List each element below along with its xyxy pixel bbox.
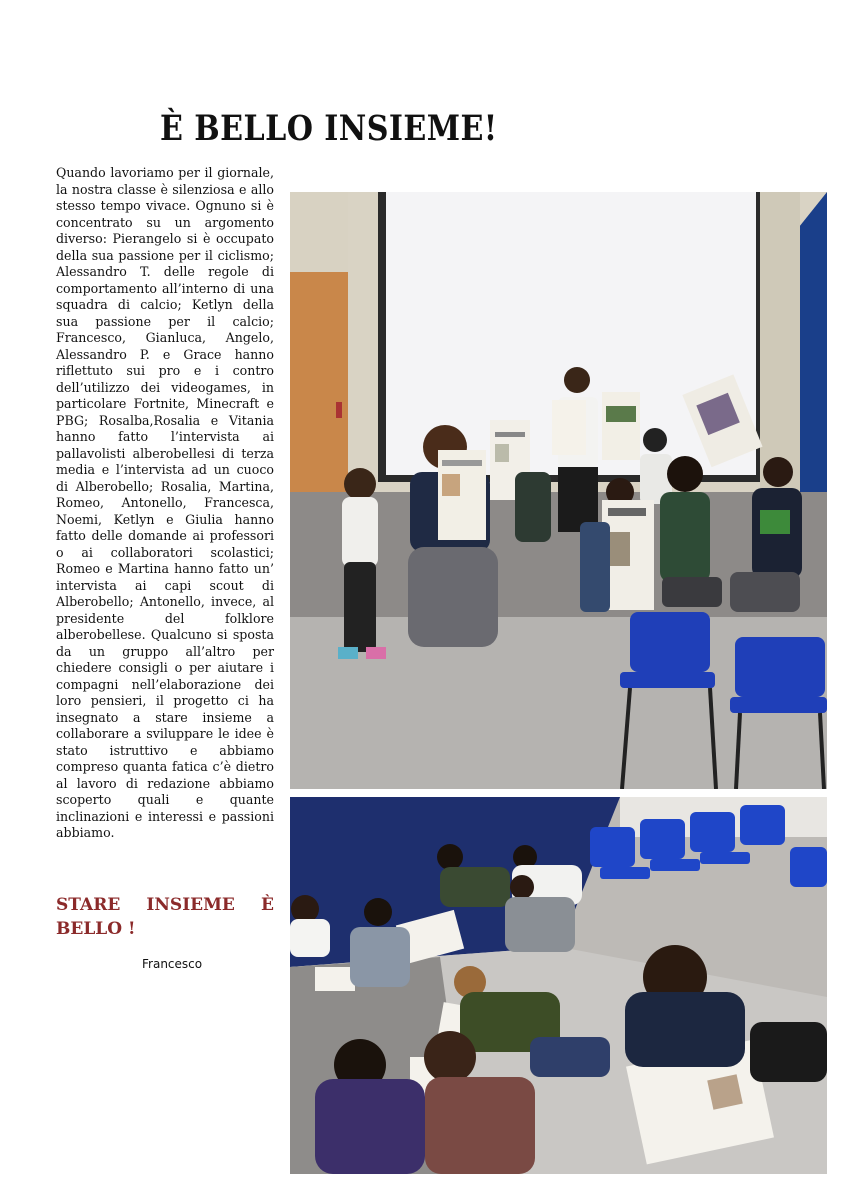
class-photo-holding-newspapers: [290, 192, 827, 789]
class-photo-working-on-floor: [290, 797, 827, 1174]
closing-slogan: [56, 893, 274, 941]
article-title: È BELLO INSIEME!: [160, 108, 498, 149]
closing-slogan-line-2: BELLO !: [56, 919, 136, 939]
author-signature: Francesco: [142, 957, 203, 971]
article-body: Quando lavoriamo per il giornale, la nostra classe è silenziosa e allo stesso tempo vivace. Ognuno si è concentrato su un argomento diverso: Pierangelo si è occupato della sua passione per il ciclismo; Alessandro T. delle regole di comportamento all’interno di una squadra di calcio; Ketlyn della sua passione per il calcio; Francesco, Gianluca, Angelo, Alessandro P. e Grace hanno riflettuto sui pro e i contro dell’utilizzo dei videogames, in particolare Fortnite, Minecraft e PBG; Rosalba,Rosalia e Vitania hanno fatto l’intervista ai pallavolisti alberobellesi di terza media e l’intervista ad un cuoco di Alberobello; Rosalia, Martina, Romeo, Antonello, Francesca, Noemi, Ketlyn e Giulia hanno fatto delle domande ai professori o ai collaboratori scolastici; Romeo e Martina hanno fatto un’ intervista ai capi scout di Alberobello; Antonello, invece, al presidente del folklore alberobellese. Qualcuno si sposta da un gruppo all’altro per chiedere consigli o per aiutare i compagni nell’elaborazione dei loro pensieri, il progetto ci ha insegnato a stare insieme a collaborare a sviluppare le idee è stato istruttivo e abbiamo compreso quanta fatica c’è dietro al lavoro di redazione abbiamo scoperto quali e quante inclinazioni e interessi e passioni abbiamo.: [56, 165, 274, 840]
closing-slogan-line-1: STARE INSIEME È: [56, 895, 274, 915]
